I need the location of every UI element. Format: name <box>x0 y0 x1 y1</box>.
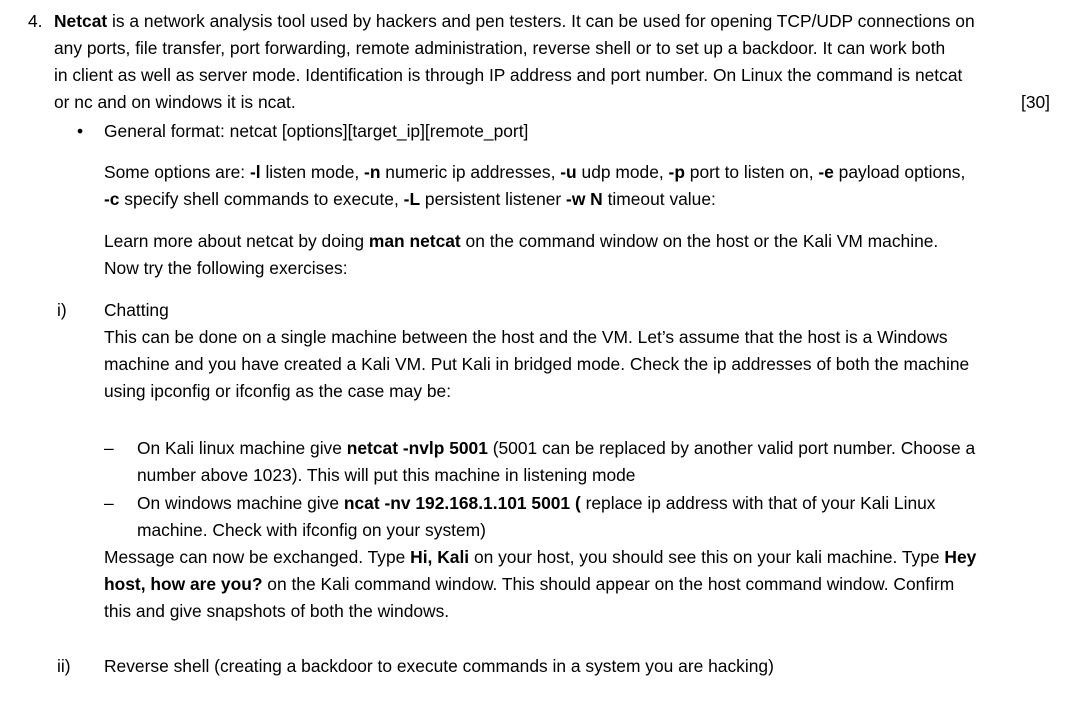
section-i-line-2: machine and you have created a Kali VM. Put Kali in bridged mode. Check the ip addresses of both the machine <box>104 354 970 374</box>
section-i-line-3: using ipconfig or ifconfig as the case may be: <box>104 381 452 401</box>
question-4 <box>28 8 1048 116</box>
section-i <box>104 297 1049 405</box>
general-format-text: General format: netcat [options][target_ip][remote_port] <box>104 121 529 141</box>
intro-line-1: Netcat is a network analysis tool used by hackers and pen testers. It can be used for opening TCP/UDP connections on <box>54 11 975 31</box>
learn-more-line-1: Learn more about netcat by doing man netcat on the command window on the host or the Kali VM machine. <box>104 231 939 251</box>
list-item-windows: On windows machine give ncat -nv 192.168.1.101 5001 ( replace ip address with that of your Kali Linux machine. Check with ifconfig on your system) <box>137 493 936 540</box>
section-i-line-1: This can be done on a single machine between the host and the VM. Let’s assume that the host is a Windows <box>104 327 948 347</box>
windows-command: ncat -nv 192.168.1.101 5001 <box>343 493 571 513</box>
options-line-1: Some options are: -l listen mode, -n numeric ip addresses, -u udp mode, -p port to listen on, -e payload options, <box>104 162 966 182</box>
intro-line-4: or nc and on windows it is ncat. [30] <box>54 89 1048 116</box>
section-i-title: Chatting <box>104 300 169 320</box>
question-number: 4. <box>28 11 43 31</box>
section-ii-title: Reverse shell (creating a backdoor to execute commands in a system you are hacking) <box>104 656 774 676</box>
netcat-term: Netcat <box>54 11 108 31</box>
dash-icon: – <box>104 438 114 458</box>
options-line-2: -c specify shell commands to execute, -L persistent listener -w N timeout value: <box>104 189 716 209</box>
man-netcat-command: man netcat <box>368 231 461 251</box>
section-ii-numeral: ii) <box>57 656 71 676</box>
points-label: [30] <box>1020 92 1050 112</box>
intro-line-2: any ports, file transfer, port forwarding, remote administration, reverse shell or to set up a backdoor. It can work both <box>54 38 946 58</box>
dash-icon: – <box>104 493 114 513</box>
question-intro <box>54 8 1048 116</box>
list-item-kali: On Kali linux machine give netcat -nvlp 5001 (5001 can be replaced by another valid port number. Choose a number above 1023). This will put this machine in listening mode <box>137 438 976 485</box>
section-i-numeral: i) <box>57 300 67 320</box>
bullet-icon: • <box>77 121 84 141</box>
kali-command: netcat -nvlp 5001 <box>346 438 488 458</box>
options-paragraph <box>104 159 1049 213</box>
intro-line-3: in client as well as server mode. Identification is through IP address and port number. On Linux the command is netcat <box>54 65 963 85</box>
message-paragraph: Message can now be exchanged. Type Hi, Kali on your host, you should see this on your kali machine. Type Hey host, how are you? on the Kali command window. This should appear on the host command window. Confirm this and give snapshots of both the windows. <box>104 547 977 621</box>
learn-more-paragraph <box>104 228 1049 282</box>
learn-more-line-2: Now try the following exercises: <box>104 258 348 278</box>
